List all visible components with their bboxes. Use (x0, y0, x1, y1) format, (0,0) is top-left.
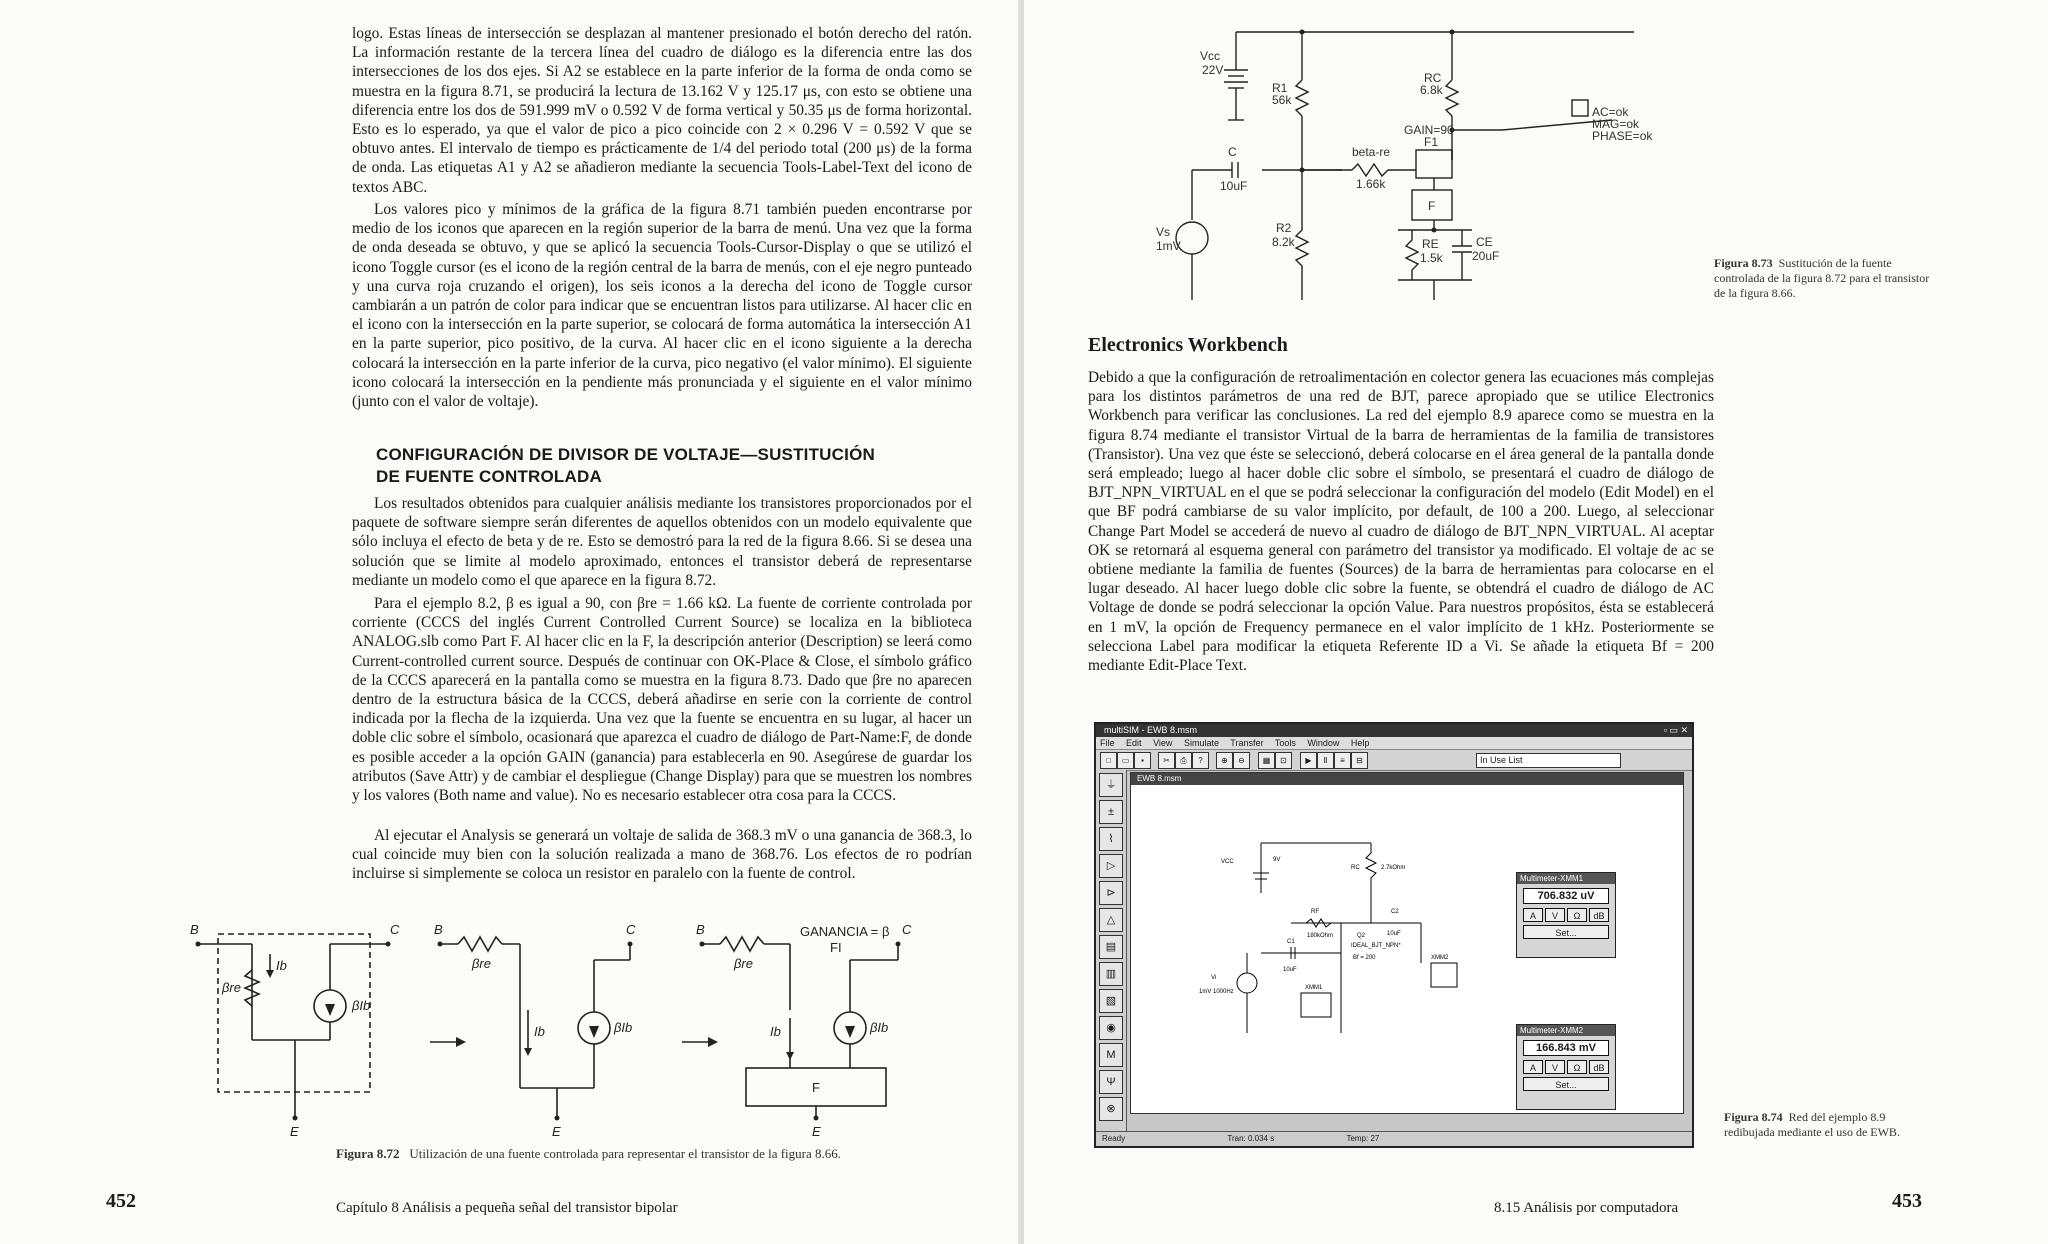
fig72-label-e1: E (290, 1124, 299, 1139)
mm1-db-button[interactable]: dB (1589, 908, 1609, 922)
ewb-toolbar (1096, 750, 1692, 771)
transistor-icon[interactable]: ⊳ (1099, 881, 1123, 905)
left-page-number: 452 (106, 1190, 136, 1212)
mm1-amp-button[interactable]: A (1523, 908, 1543, 922)
ewb-window (1094, 722, 1694, 1148)
ewb-status-ready: Ready (1102, 1134, 1126, 1143)
ewb-inner-title: EWB 8.msm (1131, 773, 1683, 785)
mm1-set-button[interactable]: Set... (1523, 925, 1609, 939)
digital-icon[interactable]: ▧ (1099, 989, 1123, 1013)
ewb-sch-vi: Vi (1211, 975, 1217, 981)
cmos-icon[interactable]: ▥ (1099, 962, 1123, 986)
mm2-set-button[interactable]: Set... (1523, 1077, 1609, 1091)
ewb-title: multiSIM - EWB 8.msm (1104, 725, 1198, 735)
figure-8-73-caption-num: Figura 8.73 (1714, 256, 1773, 270)
run-icon[interactable]: ▶ (1300, 752, 1317, 769)
mm2-volt-button[interactable]: V (1545, 1060, 1565, 1074)
zoom-in-icon[interactable]: ⊕ (1216, 752, 1233, 769)
mm2-db-button[interactable]: dB (1589, 1060, 1609, 1074)
ewb-sch-bf: Bf = 200 (1353, 955, 1376, 961)
ewb-menu-tools[interactable]: Tools (1274, 738, 1296, 748)
figure-8-72-caption-num: Figura 8.72 (336, 1146, 400, 1161)
mm2-amp-button[interactable]: A (1523, 1060, 1543, 1074)
figure-8-72-caption (336, 1146, 956, 1162)
fig72-label-ib2: Ib (534, 1024, 545, 1039)
new-file-icon[interactable]: □ (1100, 752, 1117, 769)
fig72-label-ganancia: GANANCIA = β (800, 924, 890, 939)
circuit-mag: MAG=ok (1592, 117, 1640, 131)
circuit-rc-val: 6.8k (1420, 83, 1443, 97)
ewb-sch-c1-val: 10uF (1283, 967, 1297, 973)
fig72-label-c3: C (902, 922, 912, 937)
fig72-label-e3: E (812, 1124, 821, 1139)
section-heading-ewb: Electronics Workbench (1088, 334, 1288, 356)
ewb-sch-vcc: VCC (1221, 859, 1234, 865)
circuit-re: RE (1422, 237, 1439, 251)
ewb-menu-window[interactable]: Window (1307, 738, 1340, 748)
circuit-c-val: 10uF (1220, 179, 1248, 193)
right-running-head: 8.15 Análisis por computadora (1494, 1200, 1679, 1216)
circuit-r2-val: 8.2k (1272, 235, 1295, 249)
fig72-label-b1: B (190, 922, 199, 937)
ewb-sch-rf-val: 180kOhm (1307, 933, 1334, 939)
circuit-rc: RC (1424, 71, 1442, 85)
fig72-label-betaib1: βIb (352, 998, 371, 1013)
multimeter-xmm1-reading: 706.832 uV (1523, 888, 1609, 904)
indicator-icon[interactable]: ◉ (1099, 1016, 1123, 1040)
circuit-re-val: 1.5k (1420, 251, 1443, 265)
instrument-icon[interactable]: ⊟ (1351, 752, 1368, 769)
left-page (0, 0, 1020, 1244)
ewb-sch-xmm2: XMM2 (1431, 955, 1449, 961)
left-para-2: Los valores pico y mínimos de la gráfica de la figura 8.71 también pueden encontrarse por medio de los iconos que aparecen en la región superior de la barra de menú. Una vez que la forma de onda deseada se obtuvo, y que se aplicó la secuencia Tools-Cursor-Display o que se utilizó el icono Toggle cursor (es el icono de la región central de la barra de menús, con el eje negro punteado y una curva roja cruzando el origen), los seis iconos a la derecha del icono de Toggle cursor cambiarán a un patrón de color para indicar que se encuentran listos para utilizarse. Al hacer clic en el icono con la intersección en la parte superior, se colocará de forma automática la intersección A1 en la parte superior, pico positivo, de la curva. Al hacer clic en el icono siguiente a la derecha colocará la intersección en la parte inferior de la curva, pico negativo (el valor mínimo). El siguiente icono colocará la intersección en la pendiente más pronunciada y el siguiente en el valor mínimo (junto con el valor de voltaje). (352, 201, 972, 411)
circuit-vcc: Vcc (1200, 49, 1221, 63)
ewb-sch-rf: RF (1311, 909, 1319, 915)
figure-8-74-caption-num: Figura 8.74 (1724, 1110, 1783, 1124)
figure-8-74-caption (1724, 1110, 1924, 1140)
ewb-status-tran: Tran: 0.034 s (1227, 1134, 1275, 1143)
ewb-title-bar (1096, 724, 1692, 737)
ewb-component-toolbar (1096, 770, 1127, 1142)
multimeter-xmm1-set-row (1523, 925, 1609, 939)
fig72-label-c2: C (626, 922, 636, 937)
fig72-label-e2: E (552, 1124, 561, 1139)
multimeter-xmm2-modes (1523, 1060, 1609, 1074)
ewb-menu-transfer[interactable]: Transfer (1230, 738, 1264, 748)
ewb-sch-c2: C2 (1391, 909, 1399, 915)
circuit-beta-re: beta-re (1352, 145, 1391, 159)
ewb-sch-vcc-val: 9V (1273, 857, 1281, 863)
left-para-5: Al ejecutar el Analysis se generará un voltaje de salida de 368.3 mV o una ganancia de 368.3, lo cual coincide muy bien con la solución realizada a mano de 368.76. Los efectos de ro podrían incluirse si simplemente se coloca un resistor en paralelo con la fuente de control. (352, 827, 972, 883)
ewb-sch-rc: RC (1351, 865, 1360, 871)
figure-8-72-diagram (190, 920, 970, 1140)
component-icon[interactable]: ▦ (1258, 752, 1275, 769)
fig72-label-c1: C (390, 922, 400, 937)
left-para-3: Los resultados obtenidos para cualquier análisis mediante los transistores proporcionados por el paquete de software siempre serán diferentes de aquellos obtenidos con un modelo equivalente que sólo incluya el efecto de beta y de re. Esto se demostró para la red de la figura 8.66. Si se desea una solución que se limite al modelo aproximado, entonces el transistor deberá de representarse mediante un modelo como el que aparece en la figura 8.72. (352, 495, 972, 589)
circuit-f: F (1428, 199, 1436, 213)
multimeter-xmm2-reading: 166.843 mV (1523, 1040, 1609, 1056)
right-page-number: 453 (1892, 1190, 1922, 1212)
circuit-ac: AC=ok (1592, 105, 1629, 119)
figure-8-73-caption-text: Sustitución de la fuente controlada de la figura 8.72 para el transistor de la figura 8.66. (1714, 256, 1930, 300)
ewb-menu-view[interactable]: View (1153, 738, 1173, 748)
ewb-sch-q2: Q2 (1357, 933, 1366, 939)
ewb-menu-file[interactable]: File (1100, 738, 1115, 748)
fig72-label-ib3: Ib (770, 1024, 781, 1039)
left-para-1: logo. Estas líneas de intersección se desplazan al mantener presionado el botón derecho del ratón. La información restante de la tercera línea del cuadro de diálogo es la diferencia entre las dos intersecciones de los dos ejes. Si A2 se establece en la parte inferior de la forma de onda como se muestra en la figura 8.71, se producirá la lectura de 13.162 V y 125.17 μs, con esto se obtiene una diferencia entre los dos de 591.999 mV o 0.592 V de forma vertical y 50.35 μs de forma horizontal. Esto es lo esperado, ya que el valor de pico a pico coincide con 2 × 0.296 V = 0.592 V que se obtuvo antes. El intervalo de tiempo es prácticamente de 1/4 del periodo total (200 μs) de la forma de onda. Las etiquetas A1 y A2 se añadieron mediante la secuencia Tools-Label-Text del icono de textos ABC. (352, 25, 972, 196)
ewb-sch-c1: C1 (1287, 939, 1295, 945)
fig72-label-ib1: Ib (276, 958, 287, 973)
multimeter-xmm2-set-row (1523, 1077, 1609, 1091)
multimeter-xmm2[interactable] (1516, 1024, 1616, 1110)
fig72-label-b2: B (434, 922, 443, 937)
misc-icon[interactable]: M (1099, 1043, 1123, 1067)
figure-8-73-caption (1714, 256, 1934, 301)
ewb-sch-rc-val: 2.7kOhm (1381, 865, 1406, 871)
mm2-ohm-button[interactable]: Ω (1567, 1060, 1587, 1074)
fig72-label-fi: FI (830, 940, 842, 955)
ewb-status-temp: Temp: 27 (1346, 1134, 1380, 1143)
in-use-list-select[interactable]: In Use List (1476, 753, 1621, 768)
ewb-sch-xmm1: XMM1 (1305, 985, 1323, 991)
circuit-r1-val: 56k (1272, 93, 1292, 107)
save-icon[interactable]: ▪ (1134, 752, 1151, 769)
pause-icon[interactable]: Ⅱ (1317, 752, 1334, 769)
diode-icon[interactable]: ▷ (1099, 854, 1123, 878)
ttl-icon[interactable]: ▤ (1099, 935, 1123, 959)
source-icon[interactable]: ± (1099, 800, 1123, 824)
circuit-ce: CE (1476, 235, 1493, 249)
fig72-label-b3: B (696, 922, 705, 937)
circuit-phase: PHASE=ok (1592, 129, 1653, 143)
mm1-volt-button[interactable]: V (1545, 908, 1565, 922)
circuit-ce-val: 20uF (1472, 249, 1500, 263)
circuit-vs: Vs (1156, 225, 1171, 239)
print-icon[interactable]: ⎙ (1175, 752, 1192, 769)
ewb-menu-simulate[interactable]: Simulate (1183, 738, 1219, 748)
open-file-icon[interactable]: ▭ (1117, 752, 1134, 769)
resistor-icon[interactable]: ⌇ (1099, 827, 1123, 851)
electromech-icon[interactable]: ⊗ (1099, 1097, 1123, 1121)
multimeter-xmm1-title: Multimeter-XMM1 (1517, 873, 1615, 884)
mm1-ohm-button[interactable]: Ω (1567, 908, 1587, 922)
zoom-out-icon[interactable]: ⊖ (1233, 752, 1250, 769)
circuit-r2: R2 (1276, 221, 1292, 235)
figure-8-72-caption-text: Utilización de una fuente controlada para representar el transistor de la figura 8.66. (409, 1146, 842, 1161)
circuit-r1: R1 (1272, 81, 1288, 95)
multimeter-xmm1[interactable] (1516, 872, 1616, 958)
ewb-menu-bar (1096, 737, 1692, 750)
help-icon[interactable]: ? (1192, 752, 1209, 769)
ground-icon[interactable]: ⏚ (1099, 773, 1123, 797)
fig72-label-f: F (812, 1080, 820, 1095)
figure-8-73-circuit (1156, 20, 1732, 310)
analog-icon[interactable]: △ (1099, 908, 1123, 932)
fig72-label-betare1: βre (222, 980, 241, 995)
fig72-label-betaib2: βIb (614, 1020, 633, 1035)
circuit-vs-val: 1mV (1156, 239, 1181, 253)
circuit-beta-re-val: 1.66k (1356, 177, 1386, 191)
multimeter-xmm2-title: Multimeter-XMM2 (1517, 1025, 1615, 1036)
left-para-4: Para el ejemplo 8.2, β es igual a 90, con βre = 1.66 kΩ. La fuente de corriente controlada por corriente (CCCS del inglés Current Controlled Current Source) se localiza en la biblioteca ANALOG.slb como Part F. Al hacer clic en la F, la descripción anterior (Description) se leerá como Current-controlled current source. Después de continuar con OK-Place & Close, el símbolo gráfico de la CCCS aparecerá en la pantalla como se muestra en la figura 8.73. Dado que βre no aparecen dentro de la estructura básica de la CCCS, deberá añadirse en serie con la corriente de control indicada por la flecha de la izquierda. Una vez que la fuente se encuentra en su lugar, al hacer un doble clic sobre el símbolo, ocasionará que aparezca el cuadro de diálogo de Part-Name:F, de donde es posible acceder a la opción GAIN (ganancia) para establecerla en 90. Asegúrese de guardar los atributos (Save Attr) y de cambiar el despliegue (Change Display) para que se muestren los nombres y los valores (Both name and value). No es necesario establecer otra cosa para la CCCS. (352, 595, 972, 805)
figure-8-74-caption-text: Red del ejemplo 8.9 redibujada mediante el uso de EWB. (1724, 1110, 1900, 1139)
rf-icon[interactable]: Ψ (1099, 1070, 1123, 1094)
fig72-label-betare3: βre (734, 956, 753, 971)
section-heading-divisor: CONFIGURACIÓN DE DIVISOR DE VOLTAJE—SUSTITUCIÓN DE FUENTE CONTROLADA (376, 445, 875, 486)
ewb-status-bar (1096, 1131, 1692, 1146)
left-running-head: Capítulo 8 Análisis a pequeña señal del transistor bipolar (336, 1200, 678, 1216)
ewb-sch-c2-val: 10uF (1387, 931, 1401, 937)
circuit-gain: GAIN=90 (1404, 123, 1454, 137)
graph-icon[interactable]: ⊡ (1275, 752, 1292, 769)
circuit-vcc-val: 22V (1202, 63, 1224, 77)
ewb-menu-help[interactable]: Help (1350, 738, 1370, 748)
ewb-sch-vi-val: 1mV 1000Hz (1199, 989, 1234, 995)
cut-icon[interactable]: ✂ (1158, 752, 1175, 769)
circuit-c: C (1228, 145, 1237, 159)
fig72-label-betare2: βre (472, 956, 491, 971)
grapher-icon[interactable]: ≡ (1334, 752, 1351, 769)
ewb-close-icon[interactable]: ▫ ▭ ✕ (1663, 725, 1688, 735)
fig72-label-betaib3: βIb (870, 1020, 889, 1035)
ewb-menu-edit[interactable]: Edit (1126, 738, 1142, 748)
ewb-sch-q2-model: IDEAL_BJT_NPN* (1351, 943, 1401, 949)
multimeter-xmm1-modes (1523, 908, 1609, 922)
right-para-1: Debido a que la configuración de retroalimentación en colector genera las ecuaciones más complejas para los distintos parámetros de una red de BJT, parece apropiado que se utilice Electronics Workbench para verificar las conclusiones. La red del ejemplo 8.9 aparece como se muestra en la figura 8.74 mediante el transistor Virtual de la barra de herramientas de la familia de transistores (Transistor). Una vez que éste se seleccionó, deberá colocarse en el área general de la pantalla donde será empleado; luego al hacer doble clic sobre el símbolo, se presentará el cuadro de diálogo de BJT_NPN_VIRTUAL en el que se podrá seleccionar la configuración del modelo (Edit Model) en el que BF podrá cambiarse de su valor implícito, por default, de 100 a 200. Luego, al seleccionar Change Part Model se accederá de nuevo al cuadro de diálogo de BJT_NPN_VIRTUAL. Al aceptar OK se retornará al esquema general con parámetro del transistor ya modificado. El voltaje de ac se obtiene mediante la familia de fuentes (Sources) de la barra de herramientas para colocarse en el lugar deseado. Al hacer luego doble clic sobre la fuente, se obtendrá el cuadro de diálogo de AC Voltage de donde se podrá seleccionar la opción Value. Para nuestros propósitos, ésta se establecerá en 1 mV, la opción de Frequency permanece en el valor implícito de 1 kHz. Posteriormente se selecciona Label para modificar la etiqueta Referente ID a Vi. Se añade la etiqueta Bf = 200 mediante Edit-Place Text. (1088, 369, 1714, 675)
circuit-f1: F1 (1424, 135, 1439, 149)
